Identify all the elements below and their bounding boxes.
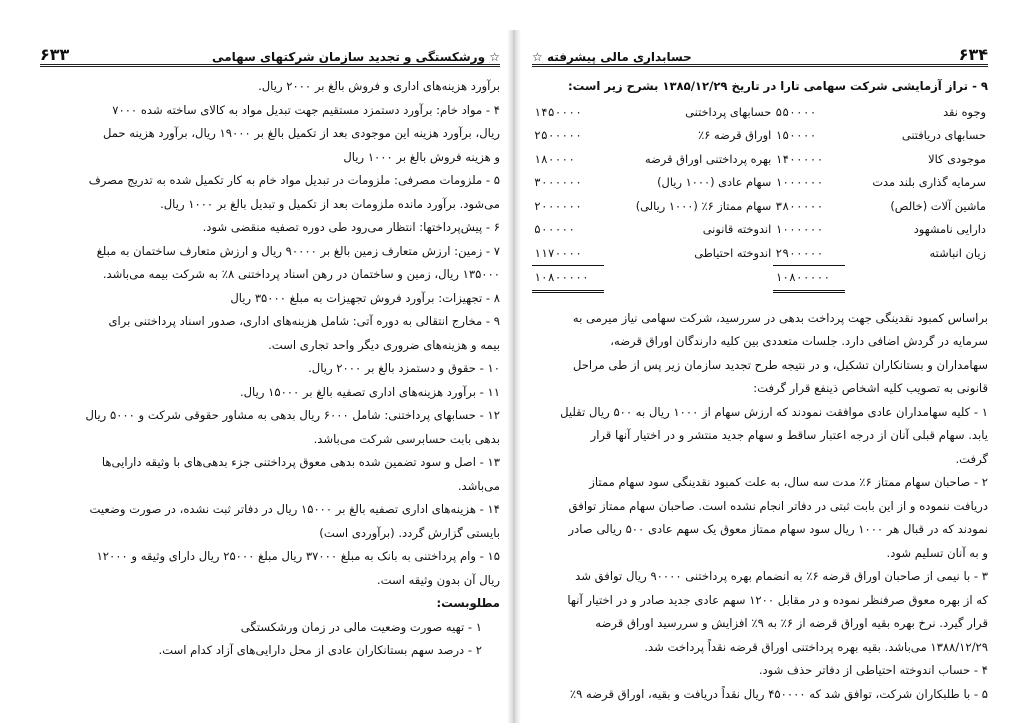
left-running-title: ☆ ورشکستگی و تجدید سازمان شرکتهای سهامی (212, 50, 500, 64)
text-line: ۸ - تجهیزات: برآورد فروش تجهیزات به مبلغ ۳۵۰۰۰ ریال (230, 290, 500, 305)
trial-balance-row (532, 148, 988, 172)
left-page-body (40, 75, 500, 663)
trial-balance-row (532, 171, 988, 195)
text-line: سهامداران و بستانکاران تشکیل، و در نتیجه طرح تجدید سازمان زیر پس از طی مراحل (572, 357, 988, 372)
left-running-title-text: ورشکستگی و تجدید سازمان شرکتهای سهامی (212, 50, 486, 64)
credit-account-label: سهام عادی (۱۰۰۰ ریال) (657, 175, 772, 189)
credit-amount: ۲۰۰۰۰۰۰ (534, 198, 583, 213)
text-line: ۱۴ - هزینه‌های اداری تصفیه بالغ بر ۱۵۰۰۰ ریال در دفاتر ثبت نشده، در صورت وضعیت (89, 502, 500, 516)
debit-amount: ۳۸۰۰۰۰۰ (775, 198, 824, 213)
text-line: ۱۳۸۸/۱۲/۲۹ می‌باشد. بقیه بهره پرداختنی اوراق قرضه نقداً پرداخت شد. (644, 639, 988, 654)
text-line: قرار گیرد. نرخ بهره بقیه اوراق قرضه از ۶٪ به ۹٪ افزایش و سررسید اوراق قرضه (595, 616, 988, 630)
text-line: گرفت. (955, 451, 988, 466)
text-line: ۹ - مخارج انتقالی به دوره آتی: شامل هزینه‌های اداری، صدور اسناد پرداختنی برای (108, 314, 500, 328)
debit-account-label: زیان انباشته (929, 245, 986, 260)
debit-amount: ۱۰۰۰۰۰۰ (775, 175, 824, 189)
text-line: و به آنان تسلیم شود. (886, 545, 988, 560)
credit-account-label: بهره پرداختنی اوراق قرضه (645, 151, 772, 166)
text-line: ۱۰ - حقوق و دستمزد بالغ بر ۲۰۰۰ ریال. (308, 361, 500, 375)
credit-amount: ۱۸۰۰۰۰ (534, 151, 576, 166)
debit-account-label: دارایی نامشهود (913, 222, 986, 236)
text-line: ۴ - حساب اندوخته احتیاطی از دفاتر حذف شود. (758, 663, 988, 677)
left-page-number: ۶۳۳ (40, 45, 70, 64)
credit-account-label: حسابهای پرداختنی (685, 104, 772, 119)
text-line: برآورد هزینه‌های اداری و فروش بالغ بر ۲۰۰۰ ریال. (258, 79, 500, 93)
credit-account-label: سهام ممتاز ۶٪ (۱۰۰۰ ریالی) (635, 198, 772, 213)
credit-account-label: اندوخته قانونی (702, 222, 772, 236)
credit-amount: ۱۱۷۰۰۰۰ (532, 242, 604, 266)
text-line: ۳ - با نیمی از صاحبان اوراق قرضه ۶٪ به انضمام بهره پرداختنی ۹۰۰۰۰ ریال توافق شد (575, 569, 988, 583)
text-line: دریافت ننموده و از این بابت ثبتی در دفاتر انجام نشده است. صاحبان سهام ممتاز توافق (568, 498, 988, 513)
debit-amount: ۵۵۰۰۰۰ (775, 104, 817, 119)
trial-balance-total-row (532, 266, 988, 292)
right-running-title: حسابداری مالی پیشرفته ☆ (532, 50, 692, 64)
text-line: ۱۱ - برآورد هزینه‌های اداری تصفیه بالغ بر ۱۵۰۰۰ ریال. (239, 384, 500, 399)
total-credit: ۱۰۸۰۰۰۰۰ (532, 266, 604, 292)
right-page-paragraphs (532, 307, 988, 707)
text-line: ۱ - کلیه سهامداران عادی موافقت نمودند که ارزش سهام از ۱۰۰۰ ریال به ۵۰۰ ریال تقلیل (560, 404, 988, 419)
text-line: ۲ - صاحبان سهام ممتاز ۶٪ مدت سه سال، به علت کمبود نقدینگی سود سهام ممتاز (589, 475, 988, 489)
text-line: ۵ - ملزومات مصرفی: ملزومات در تبدیل مواد خام به کار تکمیل شده به تدریج مصرف (88, 173, 500, 187)
left-page-header (40, 38, 500, 67)
text-line: که از بهره معوق صرفنظر نموده و در مقابل ۱۲۰۰ سهم عادی جدید صادر و در اختیار آنها (567, 592, 988, 607)
text-line: ۱۳ - اصل و سود تضمین شده بدهی معوق پرداختنی جزء بدهی‌های با وثیقه دارایی‌ها (101, 455, 500, 469)
text-line: ۶ - پیش‌پرداختها: انتظار می‌رود طی دوره تصفیه منقضی شود. (202, 220, 500, 234)
text-line: بدهی بابت حسابرسی شرکت می‌باشد. (313, 431, 500, 446)
right-page-number: ۶۳۴ (958, 45, 988, 64)
text-line: و هزینه فروش بالغ بر ۱۰۰۰ ریال (343, 149, 500, 164)
book-gutter (507, 30, 521, 723)
debit-amount: ۱۰۰۰۰۰۰ (775, 222, 824, 236)
credit-amount: ۳۰۰۰۰۰۰ (534, 175, 583, 189)
right-page-body (532, 75, 988, 706)
right-page-header (532, 38, 988, 67)
right-running-title-text: حسابداری مالی پیشرفته (546, 50, 692, 64)
problem-intro: ۹ - تراز آزمایشی شرکت سهامی تارا در تاریخ ۱۳۸۵/۱۲/۲۹ بشرح زیر است: (568, 79, 988, 93)
text-line: بایستی گزارش گردد. (برآوردی است) (319, 525, 500, 540)
debit-amount: ۱۵۰۰۰۰ (775, 128, 817, 142)
text-line: ۴ - مواد خام: برآورد دستمزد مستقیم جهت تبدیل مواد به کالای ساخته شده ۷۰۰۰ (112, 102, 500, 117)
text-line: ریال آن بدون وثیقه است. (376, 572, 500, 587)
text-line: ۱۲ - حسابهای پرداختنی: شامل ۶۰۰۰ ریال بدهی به مشاور حقوقی شرکت و ۵۰۰۰ ریال (85, 408, 500, 422)
debit-account-label: حسابهای دریافتنی (901, 128, 986, 142)
left-page (40, 38, 500, 713)
text-line: ریال، برآورد هزینه این موجودی بعد از تکمیل بالغ بر ۱۹۰۰۰ ریال، برآورد هزینه حمل (102, 126, 500, 140)
debit-account-label: سرمایه گذاری بلند مدت (872, 175, 986, 189)
credit-amount: ۲۵۰۰۰۰۰ (534, 128, 583, 142)
text-line: ۱۳۵۰۰۰ ریال، زمین و ساختمان در رهن اسناد پرداختنی ۸٪ به شرکت بیمه می‌باشد. (102, 267, 500, 281)
trial-balance-row (532, 195, 988, 219)
right-page (532, 38, 988, 713)
trial-balance-table (532, 101, 988, 293)
trial-balance-row (532, 218, 988, 242)
debit-amount: ۲۹۰۰۰۰۰ (773, 242, 845, 266)
text-line: می‌باشد. (457, 478, 500, 493)
total-spacer (845, 266, 988, 292)
trial-balance-row (532, 101, 988, 125)
required-heading: مطلوبست: (436, 596, 500, 610)
credit-account-label: اوراق قرضه ۶٪ (698, 128, 772, 142)
text-line: قانونی به تصویب کلیه اشخاص ذینفع قرار گرفت: (753, 381, 988, 395)
text-line: بیمه و هزینه‌های ضروری دیگر واحد تجاری است. (268, 337, 500, 352)
text-line: می‌شود. برآورد مانده ملزومات بعد از تکمیل و تبدیل بالغ بر ۱۰۰۰ ریال. (160, 196, 500, 211)
trial-balance-row (532, 242, 988, 266)
text-line: سرمایه در گردش اضافی دارد. جلسات متعددی بین کلیه دارندگان اوراق قرضه، (610, 334, 988, 348)
credit-amount: ۵۰۰۰۰۰ (534, 222, 576, 236)
debit-amount: ۱۴۰۰۰۰۰ (775, 151, 824, 166)
required-list (40, 616, 500, 663)
text-line: براساس کمبود نقدینگی جهت پرداخت بدهی در سررسید، شرکت سهامی نیاز میرمی به (572, 310, 988, 325)
total-spacer (604, 266, 774, 292)
text-line: یابد. سهام قبلی آنان از درجه اعتبار ساقط و سهام جدید منتشر و در اختیار آنها قرار (590, 428, 988, 442)
credit-amount: ۱۴۵۰۰۰۰ (534, 104, 583, 119)
text-line: ۱۵ - وام پرداختنی به بانک به مبلغ ۳۷۰۰۰ ریال مبلغ ۲۵۰۰۰ ریال دارای وثیقه و ۱۲۰۰۰ (96, 549, 500, 563)
debit-account-label: موجودی کالا (928, 151, 986, 166)
text-line: نمودند که در قبال هر ۱۰۰۰ ریال سود سهام ممتاز معوق یک سهم عادی ۵۰۰ ریالی صادر (568, 522, 988, 536)
debit-account-label: ماشین آلات (خالص) (890, 198, 986, 213)
total-debit: ۱۰۸۰۰۰۰۰ (773, 266, 845, 292)
text-line: ۷ - زمین: ارزش متعارف زمین بالغ بر ۹۰۰۰۰ ریال و ارزش متعارف ساختمان به مبلغ (96, 243, 500, 258)
credit-account-label: اندوخته احتیاطی (694, 245, 772, 260)
debit-account-label: وجوه نقد (943, 104, 986, 119)
text-line: ۱ - تهیه صورت وضعیت مالی در زمان ورشکستگی (240, 619, 482, 634)
text-line: ۲ - درصد سهم بستانکاران عادی از محل دارایی‌های آزاد کدام است. (158, 643, 482, 657)
text-line: ۵ - با طلبکاران شرکت، توافق شد که ۴۵۰۰۰۰ ریال نقداً دریافت و بقیه، اوراق قرضه ۹٪ (569, 686, 988, 701)
trial-balance-row (532, 124, 988, 148)
